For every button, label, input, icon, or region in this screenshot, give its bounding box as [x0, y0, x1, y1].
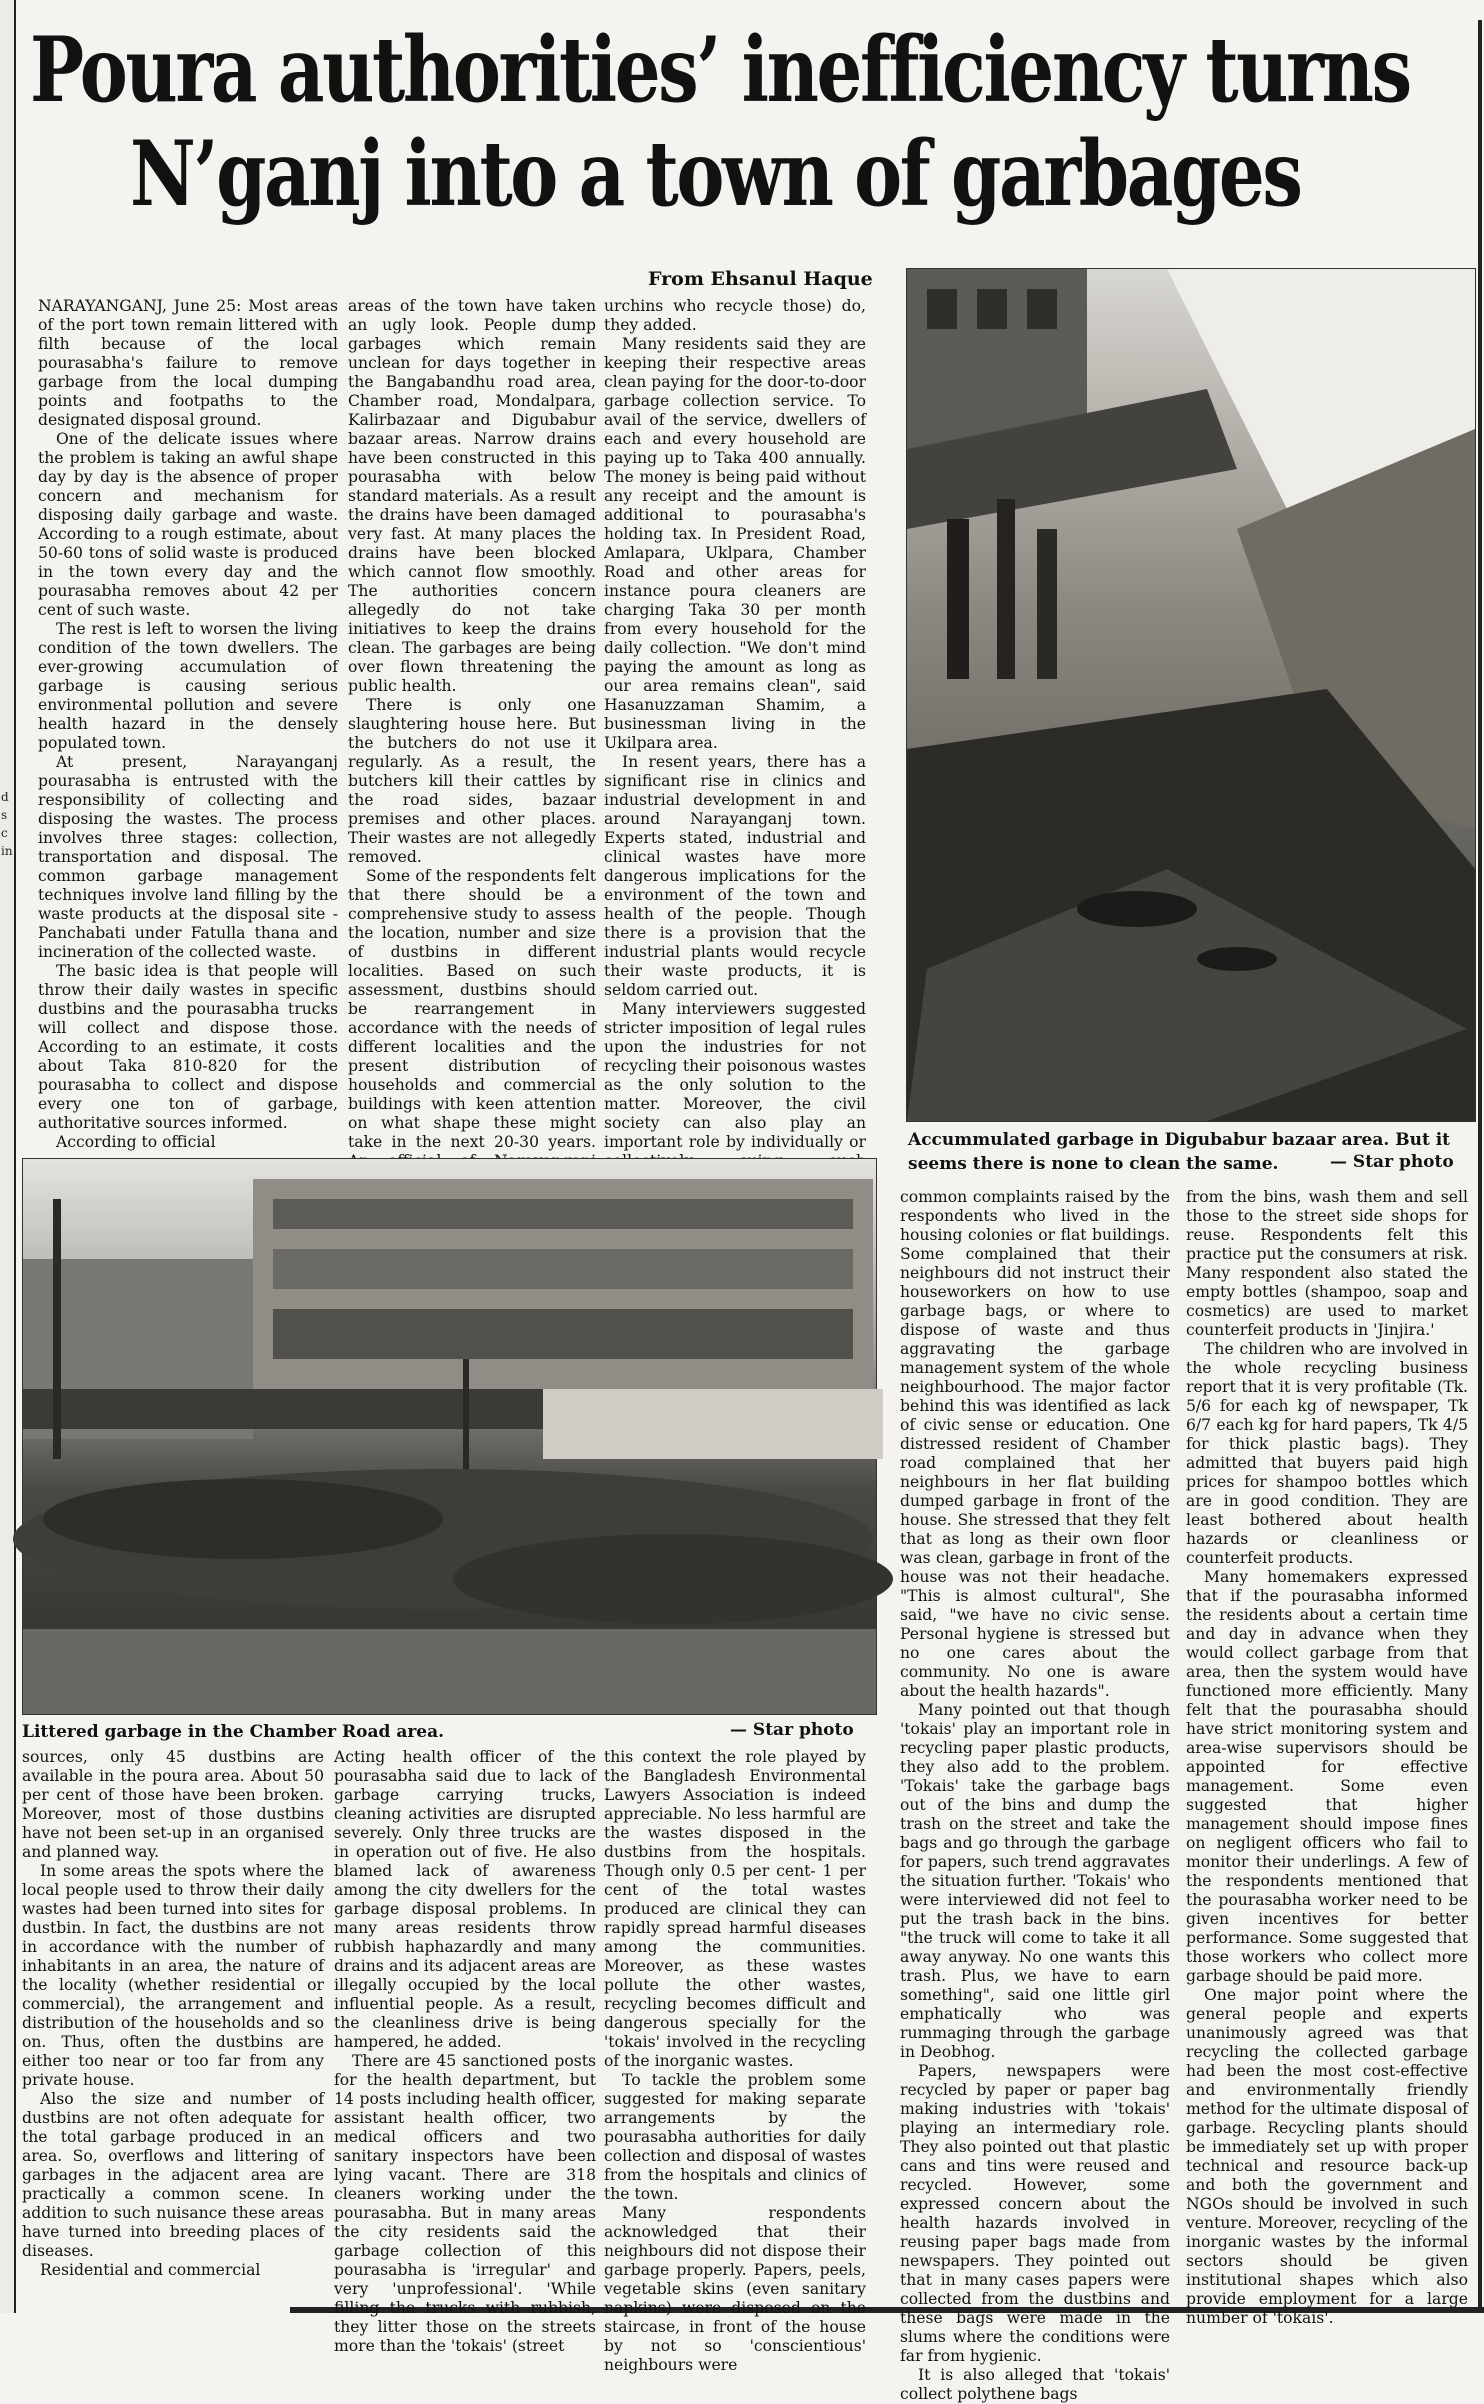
- paragraph: Acting health officer of the pourasabha said due to lack of garbage carrying trucks, cleaning activities are disrupted severely. Only three trucks are in operation out of five. He also blamed lack of awareness among the city dwellers for the garbage disposal problems. In many areas residents throw rubbish haphazardly and many drains and its adjacent areas are illegally occupied by the local influential people. As a result, the cleanliness drive is being hampered, he added.: [334, 1748, 596, 2051]
- headline-line-2: N’ganj into a town of garbages: [130, 121, 1301, 227]
- paragraph: from the bins, wash them and sell those to the street side shops for reuse. Respondents felt this practice put the consumers at risk. Many respondent also stated the empty bottles (shampoo, soap and cosmetics) are used to market counterfeit products in 'Jinjira.': [1186, 1188, 1468, 1339]
- paragraph: sources, only 45 dustbins are available in the poura area. About 50 per cent of those have been broken. Moreover, most of those dustbins have not been set-up in an organised and planned way.: [22, 1748, 324, 1861]
- paragraph: areas of the town have taken an ugly look. People dump garbages which remain unclean for days together in the Bangabandhu road area, Chamber road, Mondalpara, Kalirbazaar and Digubabur bazaar areas. Narrow drains have been constructed in this pourasabha with below standard materials. As a result the drains have been damaged very fast. At many places the drains have been blocked which cannot flow smoothly. The authorities concern allegedly do not take initiatives to keep the drains clean. The garbages are being over flown threatening the public health.: [348, 297, 596, 695]
- paragraph: It is also alleged that 'tokais' collect polythene bags: [900, 2366, 1170, 2403]
- paragraph: One major point where the general people and experts unanimously agreed was that recycling the collected garbage had been the most cost-effective and environmentally friendly method for the ultimate disposal of garbage. Recycling plants should be immediately set up with proper technical and resource back-up and both the government and NGOs should be involved in such venture. Moreover, recycling of the inorganic wastes by the informal sectors should be given institutional shapes which also provide employment for a large number of 'tokais'.: [1186, 1986, 1468, 2327]
- article-column-5: [334, 1748, 596, 2355]
- paragraph: There is only one slaughtering house here. But the butchers do not use it regularly. As a result, the butchers kill their cattles by the road sides, bazaar premises and other places. Their wastes are not allegedly removed.: [348, 696, 596, 866]
- photo-caption: Accummulated garbage in Digubabur bazaar area. But it seems there is none to clean the same.: [908, 1130, 1451, 1174]
- paragraph: Many pointed out that though 'tokais' play an important role in recycling paper plastic products, they also add to the problem. 'Tokais' take the garbage bags out of the bins and dump the trash on the street and take the bags and go through the garbage for papers, such trend aggravates the situation further. 'Tokais' who were interviewed did not feel to put the trash back in the bins. "the truck will come to take it all away anyway. No one wants this trash. Plus, we have to earn something", said one little girl emphatically who was rummaging through the garbage in Deobhog.: [900, 1701, 1170, 2061]
- paragraph: common complaints raised by the respondents who lived in the housing colonies or flat buildings. Some complained that their neighbours did not instruct their houseworkers on how to use garbage bags, or where to dispose of waste and thus aggravating the garbage management system of the whole neighbourhood. The major factor behind this was identified as lack of civic sense or education. One distressed resident of Chamber road complained that her neighbours in her flat building dumped garbage in front of the house. She stressed that they felt that as long as their own floor was clean, garbage in front of the house was not their headache. "This is almost cultural", She said, "we have no civic sense. Personal hygiene is stressed but no one cares about the community. No one is aware about the health hazards".: [900, 1188, 1170, 1700]
- paragraph: The basic idea is that people will throw their daily wastes in specific dustbins and the pourasabha trucks will collect and dispose those. According to an estimate, it costs about Taka 810-820 for the pourasabha to collect and dispose every one ton of garbage, authoritative sources informed.: [38, 962, 338, 1132]
- photo-chamber-road: [22, 1158, 877, 1715]
- paragraph: Also the size and number of dustbins are not often adequate for the total garbage produced in an area. So, overflows and littering of garbages in the adjacent area are practically a common scene. In addition to such nuisance these areas have turned into breeding places of diseases.: [22, 2090, 324, 2260]
- column-rule: [1478, 20, 1482, 2310]
- paragraph: At present, Narayanganj pourasabha is entrusted with the responsibility of collecting and disposing the wastes. The process involves three stages: collection, transportation and disposal. The common garbage management techniques involve land filling by the waste products at the disposal site - Panchabati under Fatulla thana and incineration of the collected waste.: [38, 753, 338, 961]
- photo-credit: — Star photo: [730, 1720, 854, 1740]
- paragraph: Many residents said they are keeping their respective areas clean paying for the door-to-door garbage collection service. To avail of the service, dwellers of each and every household are paying up to Taka 400 annually. The money is being paid without any receipt and the amount is additional to pourasabha's holding tax. In President Road, Amlapara, Uklpara, Chamber Road and other areas for instance poura cleaners are charging Taka 30 per month from every household for the daily collection. "We don't mind paying the amount as long as our area remains clean", said Hasanuzzaman Shamim, a businessman living in the Ukilpara area.: [604, 335, 866, 752]
- photo-credit: — Star photo: [1330, 1152, 1454, 1172]
- article-column-6: [604, 1748, 866, 2374]
- paragraph: One of the delicate issues where the problem is taking an awful shape day by day is the absence of proper concern and mechanism for disposing daily garbage and waste. According to a rough estimate, about 50-60 tons of solid waste is produced in the town every day and the pourasabha removes about 42 per cent of such waste.: [38, 430, 338, 619]
- paragraph: Residential and commercial: [40, 2261, 261, 2279]
- article-column-8: [1186, 1188, 1468, 2327]
- paragraph: In some areas the spots where the local people used to throw their daily wastes had been turned into sites for dustbin. In fact, the dustbins are not in accordance with the number of inhabitants in an area, the nature of the locality (whether residential or commercial), the arrangement and distribution of the households and so on. Thus, often the dustbins are either too near or too far from any private house.: [22, 1862, 324, 2089]
- paragraph: According to official: [56, 1133, 216, 1151]
- edge-fragment: c: [1, 826, 8, 840]
- paragraph: this context the role played by the Bangladesh Environmental Lawyers Association is indeed appreciable. No less harmful are the wastes disposed in the dustbins from the hospitals. Though only 0.5 per cent- 1 per cent of the total wastes produced are clinical they can rapidly spread harmful diseases among the communities. Moreover, as these wastes pollute the other wastes, recycling becomes difficult and dangerous specially for the 'tokais' involved in the recycling of the inorganic wastes.: [604, 1748, 866, 2070]
- photo-digubabur-bazaar: [906, 268, 1476, 1122]
- paragraph: Many homemakers expressed that if the pourasabha informed the residents about a certain time and day in advance when they would collect garbage from that area, then the system would have functioned more efficiently. Many felt that the pourasabha should have strict monitoring system and area-wise supervisors should be appointed for effective management. Some even suggested that higher management should impose fines on negligent officers who fail to monitor their underlings. A few of the respondents mentioned that the pourasabha worker need to be given incentives for better performance. Some suggested that those workers who collect more garbage should be paid more.: [1186, 1568, 1468, 1985]
- article-column-2: [348, 297, 596, 1151]
- edge-fragment: in: [1, 844, 13, 858]
- edge-fragment: d: [1, 790, 9, 804]
- byline: From Ehsanul Haque: [648, 268, 873, 290]
- edge-fragment: s: [1, 808, 8, 822]
- paragraph: Many interviewers suggested stricter imposition of legal rules upon the industries for not recycling their poisonous wastes as the only solution to the matter. Moreover, the civil society can also play an important role by individually or: [604, 1000, 866, 1151]
- paragraph: In resent years, there has a significant rise in clinics and industrial development in and around Narayanganj town. Experts stated, industrial and clinical wastes have more dangerous implications for the environment of the town and health of the people. Though there is a provision that the industrial plants would recycle their waste products, it is seldom carried out.: [604, 753, 866, 999]
- paragraph: The rest is left to worsen the living condition of the town dwellers. The ever-growing accumulation of garbage is causing serious environmental pollution and severe health hazard in the densely populated town.: [38, 620, 338, 752]
- paragraph: To tackle the problem some suggested for making separate arrangements by the pourasabha authorities for daily collection and disposal of wastes from the hospitals and clinics of the town.: [604, 2071, 866, 2203]
- article-column-7: [900, 1188, 1170, 2403]
- headline-line-1: Poura authorities’ inefficiency turns: [30, 17, 1410, 123]
- article-column-1: [38, 297, 338, 1151]
- article-column-4: [22, 1748, 324, 2298]
- paragraph: Some of the respondents felt that there should be a comprehensive study to assess the location, number and size of dustbins in different localities. Based on such assessment, dustbins should be rearrangement in accordance with the needs of different localities and the present distribution of households and commercial buildings with keen attention on what shape these might take in the next 20-30 years.: [348, 867, 596, 1151]
- headline: [30, 18, 1470, 226]
- article-column-3: [604, 297, 866, 1152]
- photo-caption: Littered garbage in the Chamber Road area.: [22, 1722, 445, 1742]
- paragraph: NARAYANGANJ, June 25: Most areas of the port town remain littered with filth because of the local pourasabha's failure to remove garbage from the local dumping points and footpaths to the designated disposal ground.: [38, 297, 338, 429]
- paragraph: Many respondents acknowledged that their neighbours did not dispose their garbage properly. Papers, peels, vegetable skins (even sanitary napkins) were disposed on the staircase, in front of the house by not so 'conscientious' neighbours were: [604, 2204, 866, 2374]
- photo-image: [23, 1159, 876, 1714]
- paragraph: Papers, newspapers were recycled by paper or paper bag making industries with 'tokais' playing an intermediary role. They also pointed out that plastic cans and tins were reused and recycled. However, some expressed concern about the health hazards involved in reusing paper bags made from newspapers. They pointed out that in many cases papers were collected from the dustbins and these bags were made in the slums where the conditions were far from hygienic.: [900, 2062, 1170, 2365]
- adjacent-article-edge: [0, 0, 16, 2313]
- paragraph: There are 45 sanctioned posts for the health department, but 14 posts including health officer, assistant health officer, two medical officers and two sanitary inspectors have been lying vacant. There are 318 cleaners working under the pourasabha. But in many areas the city residents said the garbage collection of this pourasabha is 'irregular' and very 'unprofessional'. 'While filling the trucks with rubbish, they litter those on the streets more than the 'tokais' (street: [334, 2052, 596, 2355]
- paragraph: The children who are involved in the whole recycling business report that it is very profitable (Tk. 5/6 for each kg of newspaper, Tk 6/7 each kg for hard papers, Tk 4/5 for thick plastic bags). They admitted that buyers paid high prices for shampoo bottles which are in good condition. They are least bothered about health hazards or cleanliness or counterfeit products.: [1186, 1340, 1468, 1567]
- paragraph: urchins who recycle those) do, they added.: [604, 297, 866, 334]
- photo-image: [907, 269, 1475, 1121]
